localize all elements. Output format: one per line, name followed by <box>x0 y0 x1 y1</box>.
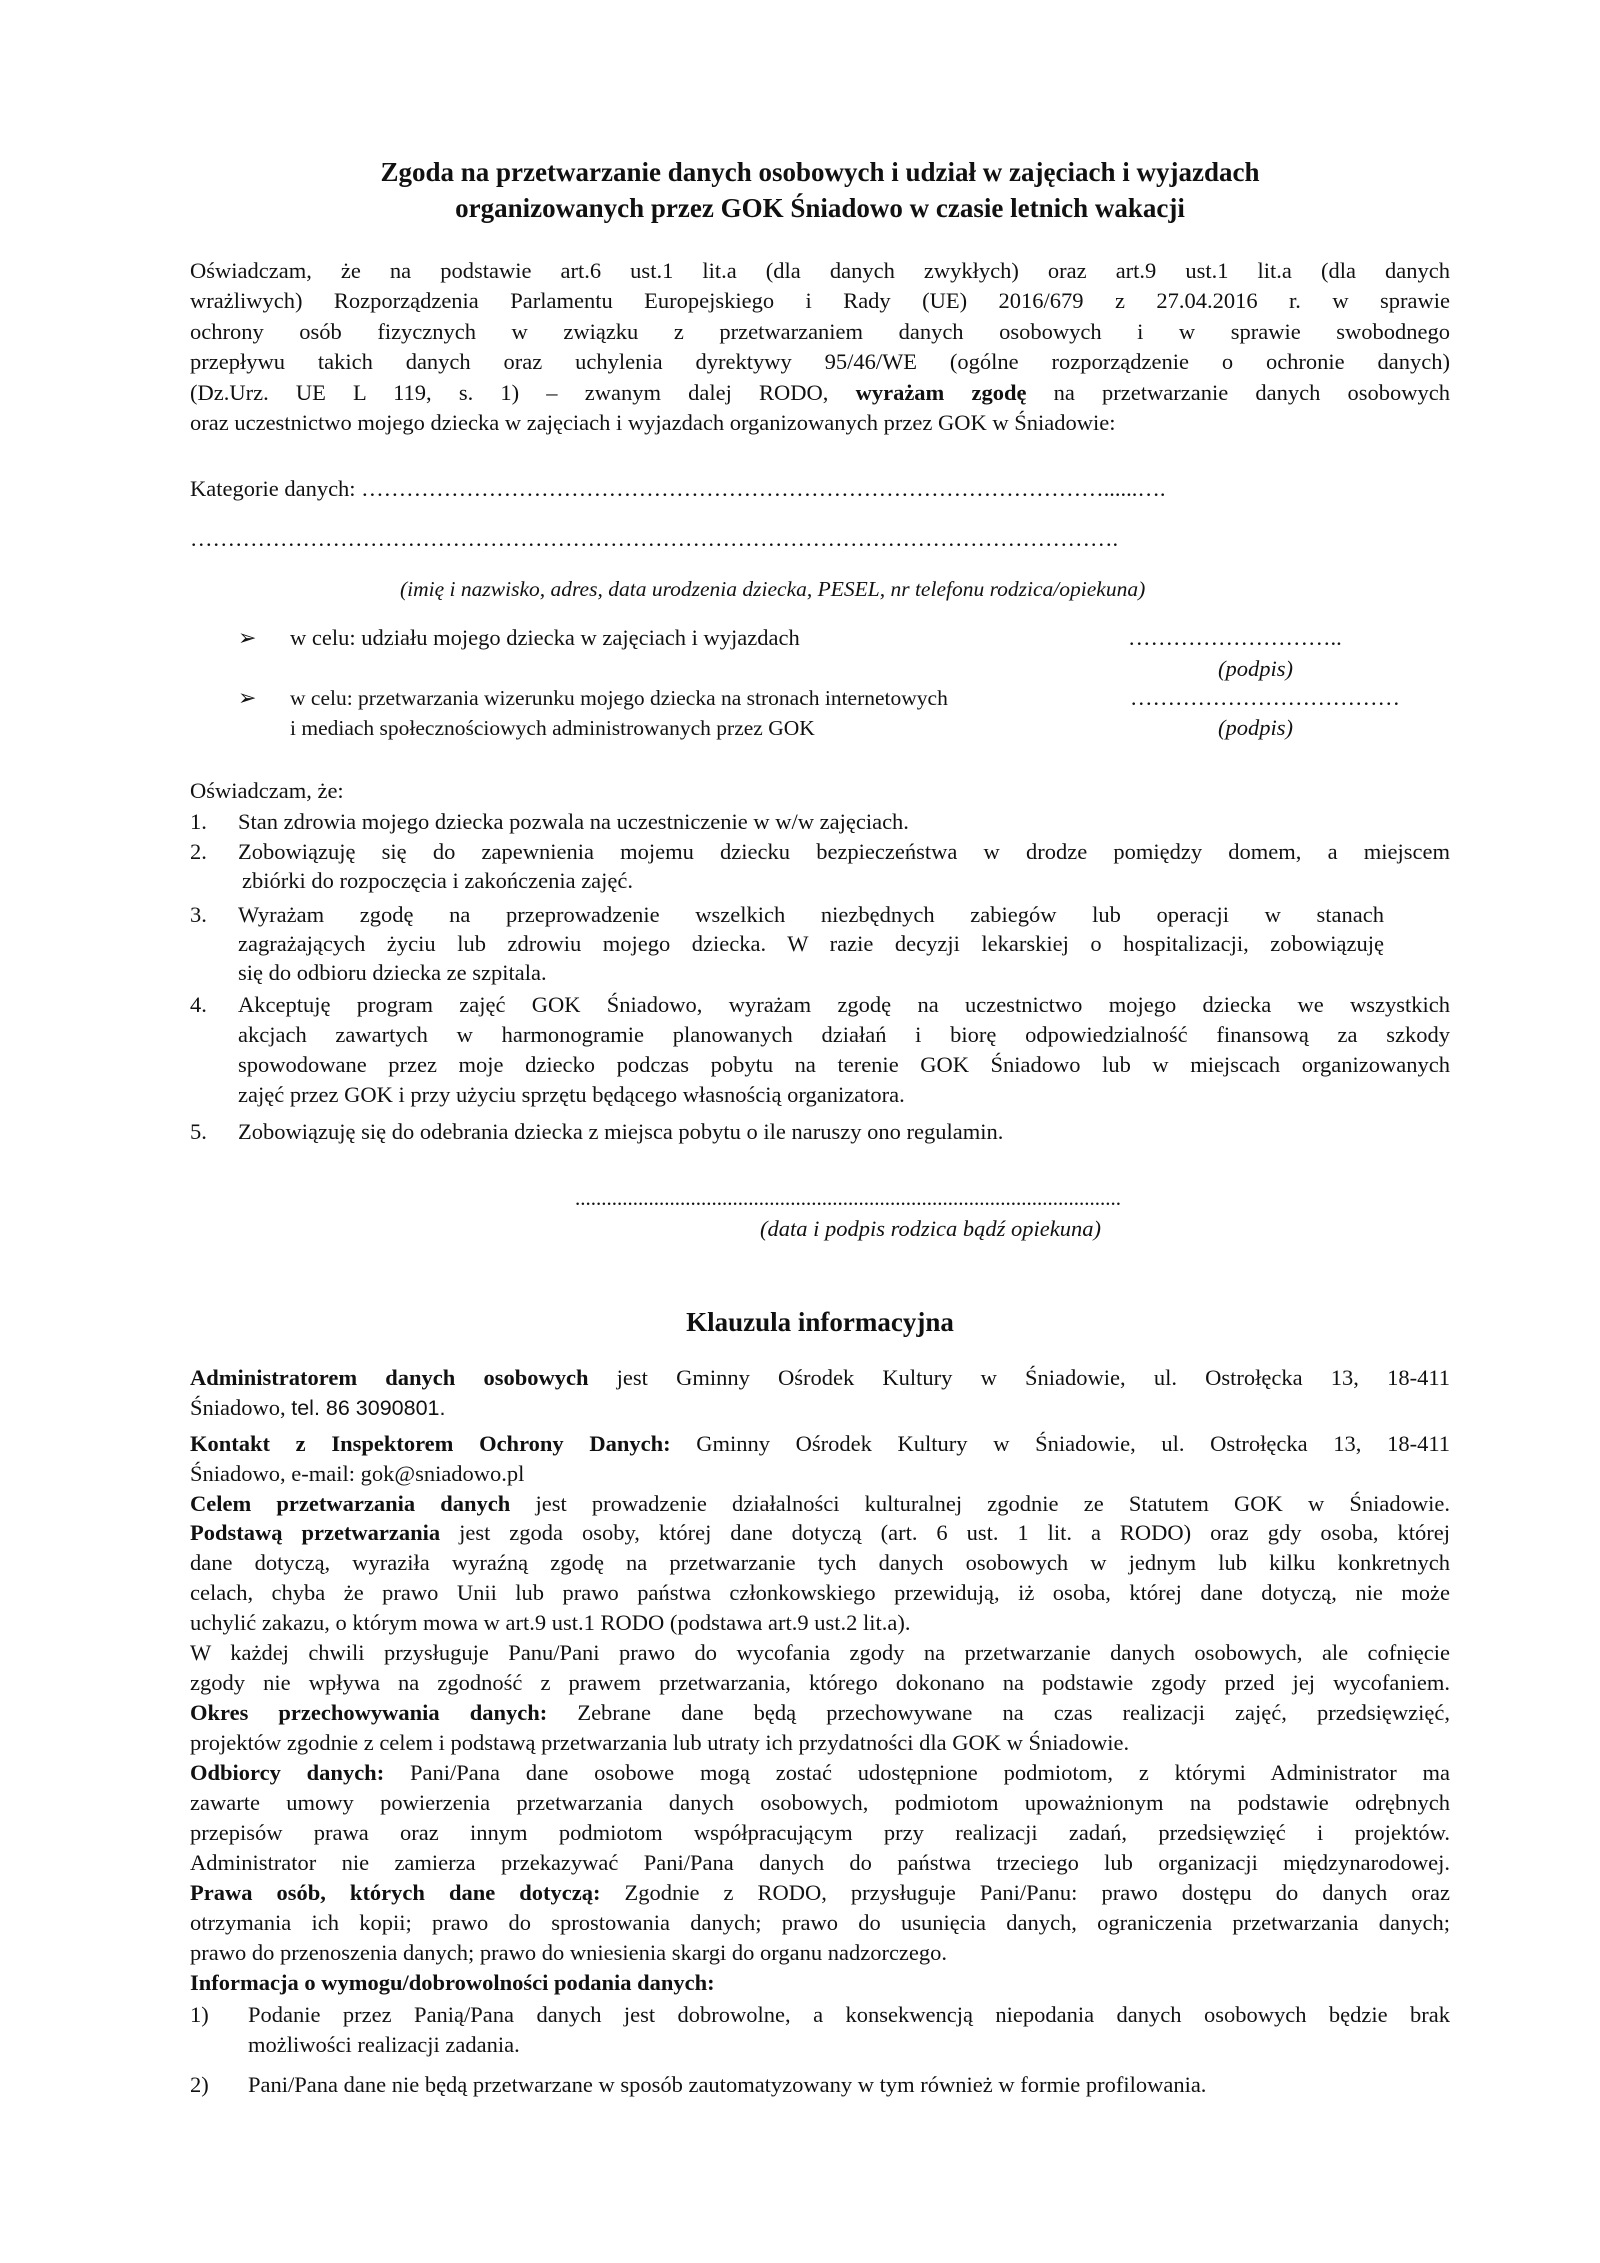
document-title-line-2: organizowanych przez GOK Śniadowo w czasie letnich wakacji <box>455 193 1185 223</box>
intro-line: Oświadczam, że na podstawie art.6 ust.1 lit.a (dla danych zwykłych) oraz art.9 ust.1 lit.a (dla danych <box>190 258 1450 283</box>
statement-line: spowodowane przez moje dziecko podczas pobytu na terenie GOK Śniadowo lub w miejscach organizowanych <box>238 1052 1450 1077</box>
statement-line: Akceptuję program zajęć GOK Śniadowo, wyrażam zgodę na uczestnictwo mojego dziecka we wszystkich <box>238 992 1450 1017</box>
clause-recipients-line <box>190 1758 1450 1788</box>
consent-emphasis: wyrażam zgodę <box>855 380 1027 405</box>
intro-line: przepływu takich danych oraz uchylenia dyrektywy 95/46/WE (ogólne rozporządzenie o ochronie danych) <box>190 349 1450 374</box>
clause-basis-line: dane dotyczą, wyraziła wyraźną zgodę na przetwarzanie tych danych osobowych w jednym lub kilku konkretnych <box>190 1550 1450 1575</box>
statement-number: 4. <box>190 992 207 1017</box>
intro-line-consent <box>190 378 1450 408</box>
statement-line: Stan zdrowia mojego dziecka pozwala na uczestniczenie w w/w zajęciach. <box>238 809 909 834</box>
clause-purpose-label: Celem przetwarzania danych <box>190 1491 511 1516</box>
parent-signature-label: (data i podpis rodzica bądź opiekuna) <box>760 1216 1102 1241</box>
document-title-line-1: Zgoda na przetwarzanie danych osobowych i udział w zajęciach i wyjazdach <box>380 157 1260 187</box>
clause-period-line <box>190 1698 1450 1728</box>
categories-dots: ……………………………………………………………………………………………………………. <box>190 526 1119 551</box>
intro-text: na przetwarzanie danych osobowych <box>1026 380 1450 405</box>
signature-dots: ……………………….. <box>1128 625 1342 650</box>
purpose-participation: w celu: udziału mojego dziecka w zajęciach i wyjazdach <box>290 625 800 650</box>
clause-basis-label: Podstawą przetwarzania <box>190 1520 441 1545</box>
statement-line: Wyrażam zgodę na przeprowadzenie wszelkich niezbędnych zabiegów lub operacji w stanach <box>238 902 1384 927</box>
clause-recipients-line: Administrator nie zamierza przekazywać Pani/Pana danych do państwa trzeciego lub organizacji międzynarodowej. <box>190 1850 1450 1875</box>
arrow-bullet-icon: ➢ <box>238 685 257 710</box>
clause-rights-line: otrzymania ich kopii; prawo do sprostowania danych; prawo do usunięcia danych, ograniczenia przetwarzania danych; <box>190 1910 1450 1935</box>
clause-info-line: Podanie przez Panią/Pana danych jest dobrowolne, a konsekwencją niepodania danych osobowych będzie brak <box>248 2002 1450 2027</box>
clause-text: Gminny Ośrodek Kultury w Śniadowie, ul. Ostrołęcka 13, 18-411 <box>670 1431 1450 1456</box>
statements-intro: Oświadczam, że: <box>190 778 344 803</box>
statement-line: Zobowiązuję się do zapewnienia mojemu dziecku bezpieczeństwa w drodze pomiędzy domem, a miejscem <box>238 839 1450 864</box>
clause-info-line: możliwości realizacji zadania. <box>248 2032 520 2057</box>
signature-label: (podpis) <box>1218 715 1293 740</box>
clause-recipients-line: zawarte umowy powierzenia przetwarzania danych osobowych, podmiotom upoważnionym na podstawie odrębnych <box>190 1790 1450 1815</box>
clause-info-number: 1) <box>190 2002 209 2027</box>
clause-purpose-line <box>190 1489 1450 1519</box>
clause-title: Klauzula informacyjna <box>686 1307 954 1337</box>
clause-text: jest zgoda osoby, której dane dotyczą (art. 6 ust. 1 lit. a RODO) oraz gdy osoba, której <box>440 1520 1450 1545</box>
signature-dots: ……………………………… <box>1130 685 1400 710</box>
statement-number: 1. <box>190 809 207 834</box>
intro-line: wrażliwych) Rozporządzenia Parlamentu Europejskiego i Rady (UE) 2016/679 z 27.04.2016 r. w sprawie <box>190 288 1450 313</box>
clause-basis-line <box>190 1518 1450 1548</box>
clause-basis-line: uchylić zakazu, o którym mowa w art.9 ust.1 RODO (podstawa art.9 ust.2 lit.a). <box>190 1610 911 1635</box>
clause-text: Zebrane dane będą przechowywane na czas realizacji zajęć, przedsięwzięć, <box>547 1700 1450 1725</box>
statement-line: akcjach zawartych w harmonogramie planowanych działań i biorę odpowiedzialność finansową za szkody <box>238 1022 1450 1047</box>
clause-period-line: projektów zgodnie z celem i podstawą przetwarzania lub utraty ich przydatności dla GOK w Śniadowie. <box>190 1730 1130 1755</box>
clause-text: jest prowadzenie działalności kulturalnej zgodnie ze Statutem GOK w Śniadowie. <box>510 1491 1450 1516</box>
clause-admin-line <box>190 1363 1450 1393</box>
clause-phone: tel. 86 3090801. <box>291 1396 446 1420</box>
clause-info-line: Pani/Pana dane nie będą przetwarzane w sposób zautomatyzowany w tym również w formie profilowania. <box>248 2072 1207 2097</box>
clause-basis-line: celach, chyba że prawo Unii lub prawo państwa członkowskiego przewidują, iż osoba, której dane dotyczą, nie może <box>190 1580 1450 1605</box>
clause-text: Pani/Pana dane osobowe mogą zostać udostępnione podmiotom, z którymi Administrator ma <box>384 1760 1451 1785</box>
clause-rights-line <box>190 1878 1450 1908</box>
statement-number: 5. <box>190 1119 207 1144</box>
signature-label: (podpis) <box>1218 656 1293 681</box>
clause-rights-label: Prawa osób, których dane dotyczą: <box>190 1880 601 1905</box>
purpose-image-line-2: i mediach społecznościowych administrowanych przez GOK <box>290 716 815 740</box>
statement-line: Zobowiązuję się do odebrania dziecka z miejsca pobytu o ile naruszy ono regulamin. <box>238 1119 1004 1144</box>
parent-signature-dots: ........................................................................................................ <box>575 1186 1121 1210</box>
clause-recipients-label: Odbiorcy danych: <box>190 1760 385 1785</box>
statement-line: się do odbioru dziecka ze szpitala. <box>238 960 547 985</box>
clause-withdraw-line: W każdej chwili przysługuje Panu/Pani prawo do wycofania zgody na przetwarzanie danych osobowych, ale cofnięcie <box>190 1640 1450 1665</box>
clause-info-number: 2) <box>190 2072 209 2097</box>
clause-withdraw-line: zgody nie wpływa na zgodność z prawem przetwarzania, którego dokonano na podstawie zgody przed jej wycofaniem. <box>190 1670 1450 1695</box>
intro-line: ochrony osób fizycznych w związku z przetwarzaniem danych osobowych i w sprawie swobodnego <box>190 319 1450 344</box>
clause-contact-line: Śniadowo, e-mail: gok@sniadowo.pl <box>190 1461 525 1486</box>
purpose-image-line-1: w celu: przetwarzania wizerunku mojego dziecka na stronach internetowych <box>290 686 948 710</box>
clause-contact-label: Kontakt z Inspektorem Ochrony Danych: <box>190 1431 671 1456</box>
clause-text: Zgodnie z RODO, przysługuje Pani/Panu: prawo dostępu do danych oraz <box>600 1880 1450 1905</box>
clause-contact-line <box>190 1429 1450 1459</box>
intro-text: (Dz.Urz. UE L 119, s. 1) – zwanym dalej RODO, <box>190 380 856 405</box>
clause-admin-line <box>190 1393 1450 1423</box>
statement-number: 2. <box>190 839 207 864</box>
intro-line: oraz uczestnictwo mojego dziecka w zajęciach i wyjazdach organizowanych przez GOK w Śniadowie: <box>190 410 1116 435</box>
clause-text: jest Gminny Ośrodek Kultury w Śniadowie, ul. Ostrołęcka 13, 18-411 <box>588 1365 1450 1390</box>
clause-rights-line: prawo do przenoszenia danych; prawo do wniesienia skargi do organu nadzorczego. <box>190 1940 948 1965</box>
clause-period-label: Okres przechowywania danych: <box>190 1700 548 1725</box>
clause-info-label: Informacja o wymogu/dobrowolności podania danych: <box>190 1970 715 1995</box>
statement-line: zbiórki do rozpoczęcia i zakończenia zajęć. <box>242 868 634 893</box>
arrow-bullet-icon: ➢ <box>238 625 257 650</box>
clause-admin-label: Administratorem danych osobowych <box>190 1365 589 1390</box>
categories-hint: (imię i nazwisko, adres, data urodzenia dziecka, PESEL, nr telefonu rodzica/opiekuna) <box>400 577 1146 601</box>
statement-line: zajęć przez GOK i przy użyciu sprzętu będącego własnością organizatora. <box>238 1082 905 1107</box>
statement-number: 3. <box>190 902 207 927</box>
statement-line: zagrażających życiu lub zdrowiu mojego dziecka. W razie decyzji lekarskiej o hospitalizacji, zobowiązuję <box>238 931 1384 956</box>
clause-recipients-line: przepisów prawa oraz innym podmiotom współpracującym przy realizacji zadań, przedsięwzięć i projektów. <box>190 1820 1450 1845</box>
clause-text: Śniadowo, <box>190 1395 292 1420</box>
categories-field: Kategorie danych: ………………………………………………………………………………………......…. <box>190 476 1166 501</box>
